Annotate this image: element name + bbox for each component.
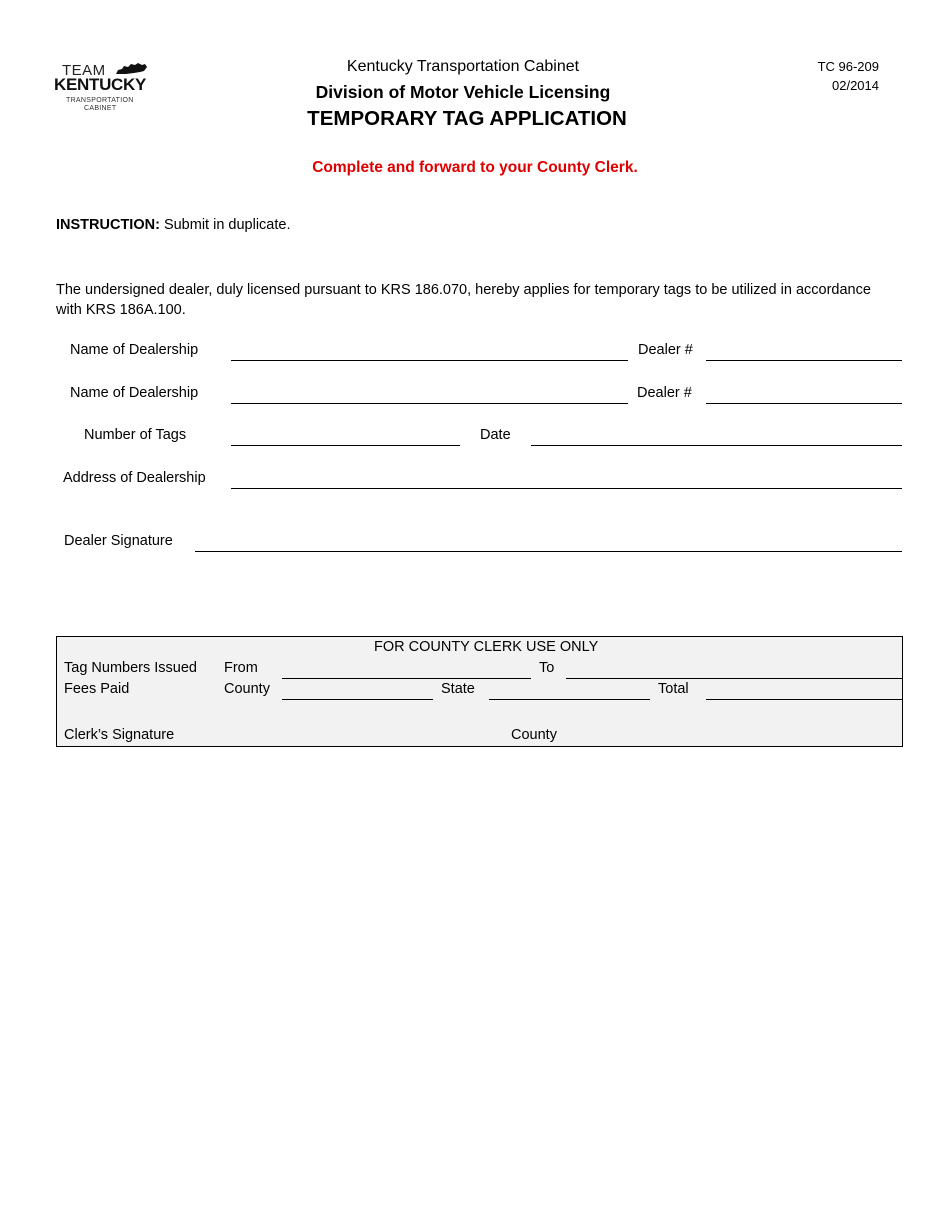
from-label: From bbox=[224, 660, 258, 676]
tag-numbers-issued-label: Tag Numbers Issued bbox=[64, 660, 197, 676]
address-of-dealership-label: Address of Dealership bbox=[63, 470, 206, 486]
tag-to-field[interactable] bbox=[566, 678, 902, 679]
fees-paid-label: Fees Paid bbox=[64, 681, 130, 697]
instruction bbox=[56, 217, 291, 233]
total-label: Total bbox=[658, 681, 689, 697]
clerk-county-label: County bbox=[511, 727, 557, 743]
logo-sub-text-1: TRANSPORTATION bbox=[66, 97, 134, 104]
dealer-signature-field[interactable] bbox=[195, 551, 902, 552]
name-of-dealership-field-2[interactable] bbox=[231, 403, 628, 404]
number-of-tags-label: Number of Tags bbox=[84, 427, 187, 443]
dealer-number-label-2: Dealer # bbox=[637, 385, 692, 401]
logo-kentucky-text: KENTUCKY bbox=[54, 75, 147, 94]
to-label: To bbox=[539, 660, 555, 676]
division-name: Division of Motor Vehicle Licensing bbox=[315, 82, 611, 102]
number-of-tags-field[interactable] bbox=[231, 445, 460, 446]
cabinet-name: Kentucky Transportation Cabinet bbox=[346, 58, 580, 75]
date-label: Date bbox=[480, 427, 511, 443]
state-label: State bbox=[441, 681, 475, 697]
fees-state-field[interactable] bbox=[489, 699, 650, 700]
fees-total-field[interactable] bbox=[706, 699, 902, 700]
date-field[interactable] bbox=[531, 445, 902, 446]
name-of-dealership-field-1[interactable] bbox=[231, 360, 628, 361]
name-of-dealership-label-2: Name of Dealership bbox=[70, 385, 199, 401]
clerk-section-heading: FOR COUNTY CLERK USE ONLY bbox=[374, 639, 599, 655]
instruction-text: Submit in duplicate. bbox=[159, 217, 291, 233]
logo-sub-text-2: CABINET bbox=[84, 105, 117, 112]
instruction-label: INSTRUCTION: bbox=[56, 217, 160, 233]
county-clerk-section bbox=[56, 636, 903, 747]
dealer-signature-label: Dealer Signature bbox=[64, 533, 173, 549]
fees-county-field[interactable] bbox=[282, 699, 433, 700]
dealer-number-field-2[interactable] bbox=[706, 403, 902, 404]
county-label: County bbox=[224, 681, 270, 697]
form-date: 02/2014 bbox=[832, 78, 879, 93]
dealer-number-field-1[interactable] bbox=[706, 360, 902, 361]
page-title: TEMPORARY TAG APPLICATION bbox=[307, 107, 627, 130]
logo-team-text: TEAM bbox=[62, 62, 106, 79]
form-number-block bbox=[818, 57, 879, 95]
dealer-number-label-1: Dealer # bbox=[638, 342, 693, 358]
name-of-dealership-label-1: Name of Dealership bbox=[70, 342, 199, 358]
address-of-dealership-field[interactable] bbox=[231, 488, 902, 489]
forwarding-instruction: Complete and forward to your County Clerk. bbox=[312, 159, 638, 176]
form-number: TC 96-209 bbox=[817, 59, 879, 74]
clerks-signature-label: Clerk’s Signature bbox=[64, 727, 175, 743]
application-statement: The undersigned dealer, duly licensed pursuant to KRS 186.070, hereby applies for temporary tags to be utilized in accordance with KRS 186A.100. bbox=[56, 282, 871, 318]
tag-from-field[interactable] bbox=[282, 678, 531, 679]
